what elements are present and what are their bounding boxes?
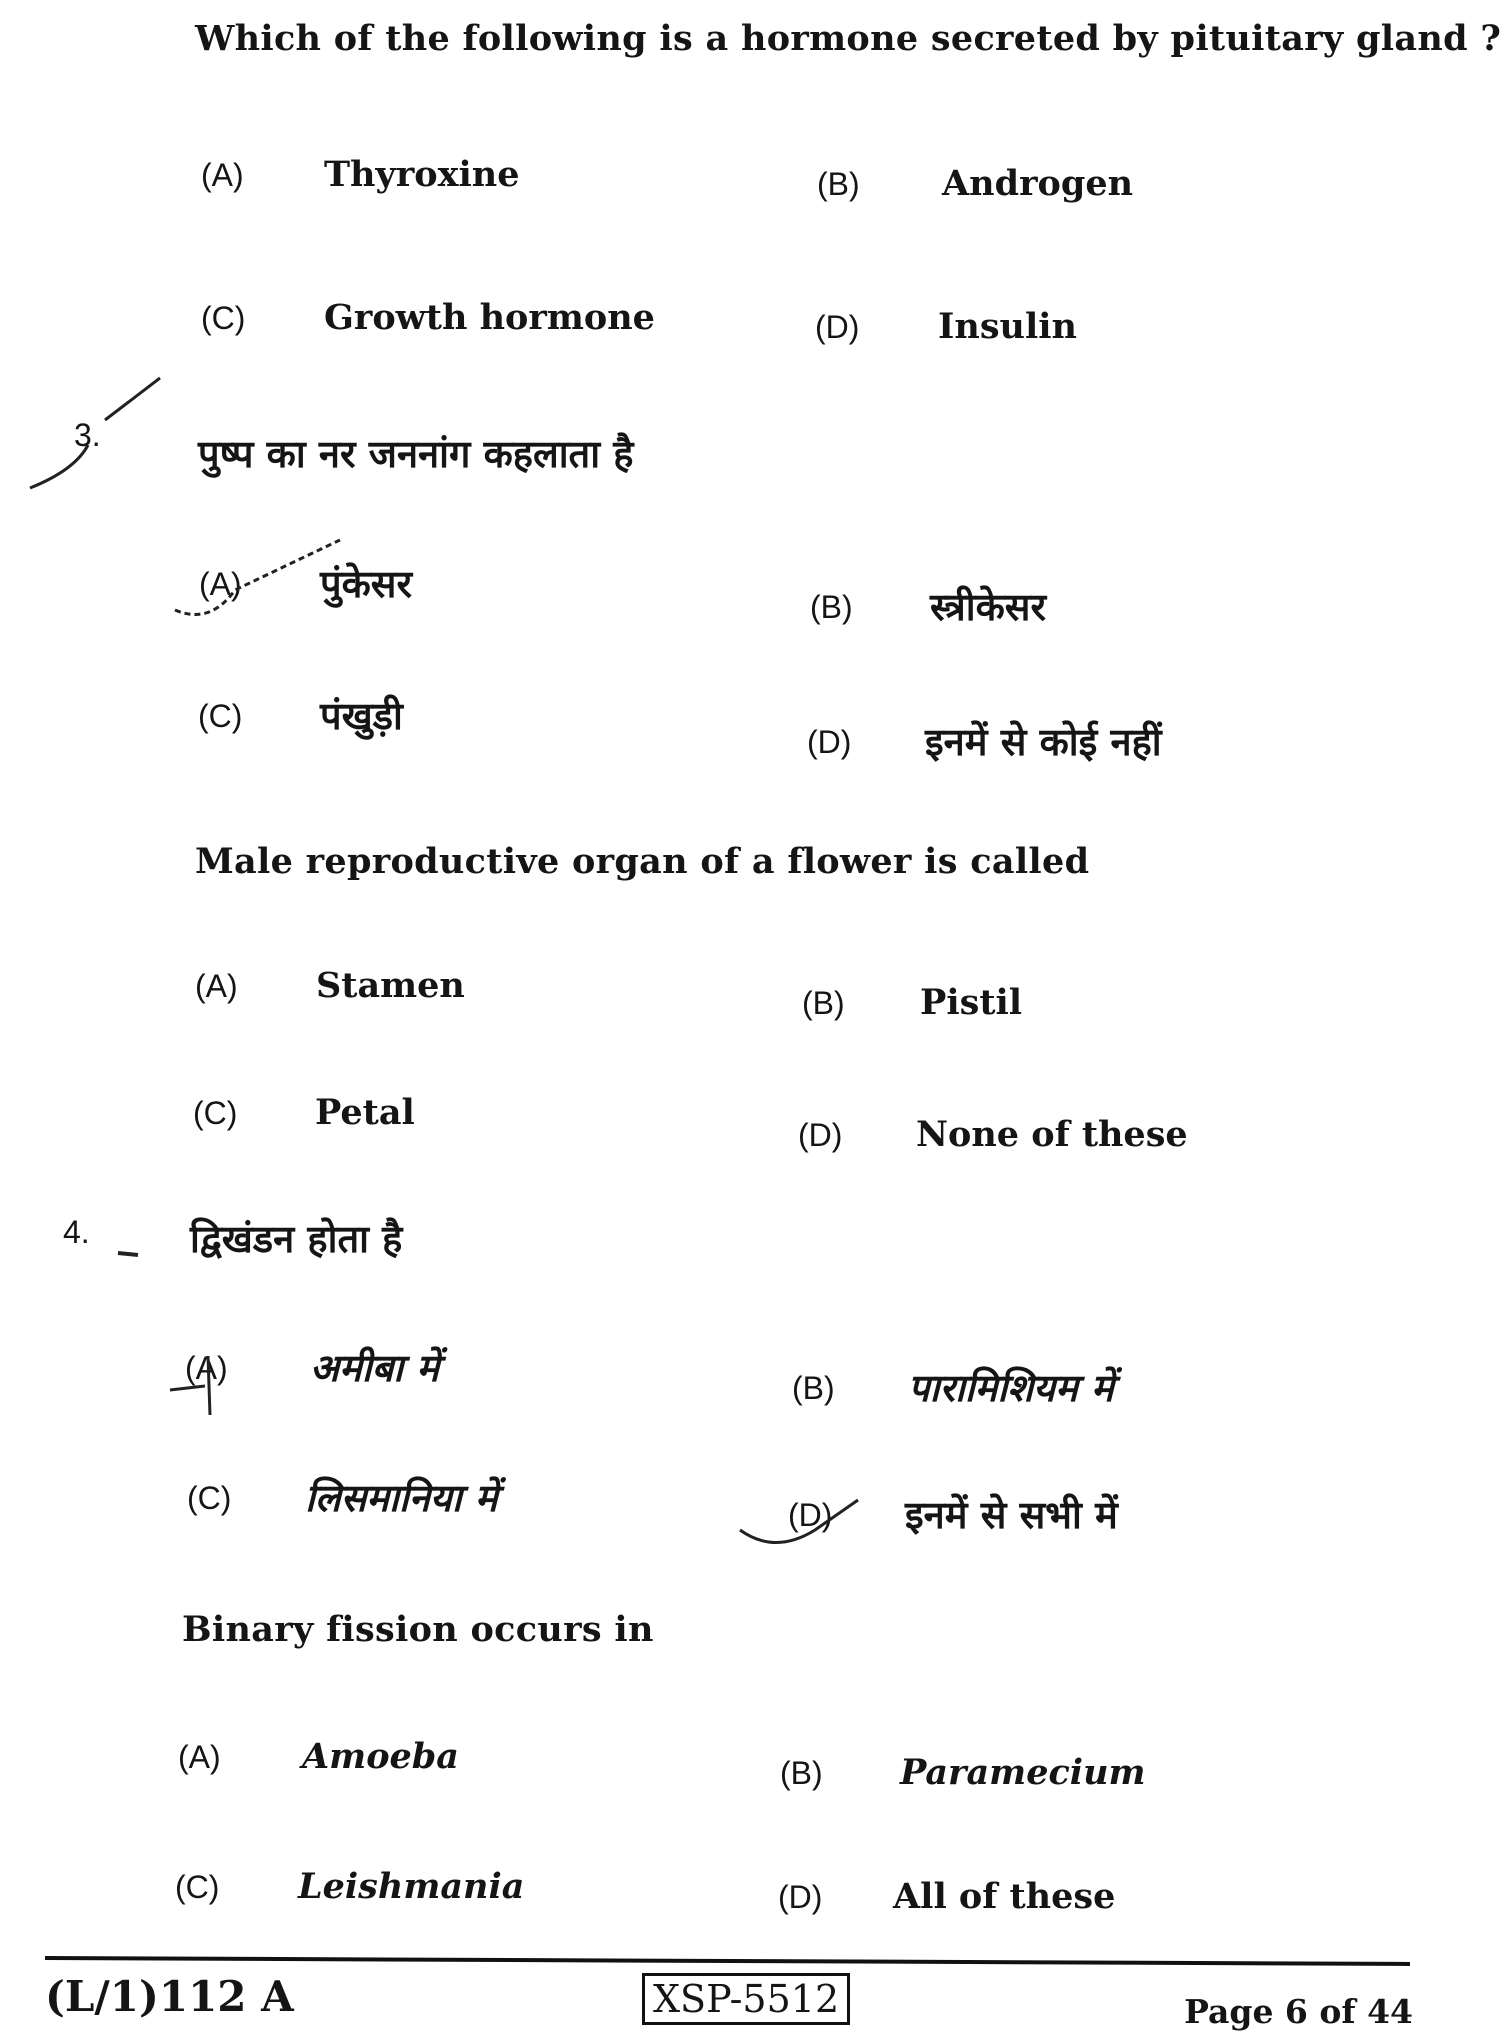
question-text: द्विखंडन होता है <box>190 1217 403 1261</box>
question-text: Binary fission occurs in <box>182 1609 654 1650</box>
question-number: 4. <box>63 1214 90 1250</box>
option-text: Paramecium <box>900 1752 1146 1793</box>
option-text: इनमें से कोई नहीं <box>925 720 1162 764</box>
option-label: (A) <box>199 566 242 602</box>
option-label: (A) <box>195 968 238 1004</box>
option-label: (D) <box>798 1117 843 1153</box>
option-label: (A) <box>201 157 244 193</box>
option-text: लिसमानिया में <box>305 1476 498 1520</box>
option-text: अमीबा में <box>310 1346 440 1390</box>
dash-mark <box>118 1253 138 1255</box>
option-label: (D) <box>788 1497 833 1533</box>
option-text: Growth hormone <box>324 297 655 338</box>
option-text: इनमें से सभी में <box>905 1493 1118 1537</box>
paper-code: (L/1)112 A <box>45 1972 294 2021</box>
option-label: (A) <box>178 1739 221 1775</box>
option-label: (D) <box>778 1879 823 1915</box>
option-text: पुंकेसर <box>320 562 412 606</box>
option-text: Androgen <box>942 163 1134 204</box>
option-text: Insulin <box>938 306 1078 347</box>
option-text: पारामिशियम में <box>908 1366 1114 1410</box>
option-label: (D) <box>807 724 852 760</box>
option-text: None of these <box>916 1114 1188 1155</box>
option-label: (B) <box>792 1370 835 1406</box>
option-label: (B) <box>780 1755 823 1791</box>
option-label: (D) <box>815 309 860 345</box>
option-text: Amoeba <box>302 1736 459 1777</box>
option-text: Pistil <box>920 982 1023 1023</box>
question-number: 3. <box>74 417 101 453</box>
option-text: स्त्रीकेसर <box>930 585 1047 629</box>
option-label: (B) <box>810 589 853 625</box>
option-label: (A) <box>185 1350 228 1386</box>
option-label: (C) <box>175 1869 220 1905</box>
option-text: Thyroxine <box>324 154 520 195</box>
question-text: Male reproductive organ of a flower is called <box>195 841 1090 882</box>
option-text: Petal <box>315 1092 415 1133</box>
option-text: All of these <box>893 1876 1116 1917</box>
option-label: (B) <box>817 166 860 202</box>
question-text: Which of the following is a hormone secreted by pituitary gland ? <box>195 18 1502 59</box>
question-text: पुष्प का नर जननांग कहलाता है <box>198 432 634 476</box>
series-code-box: XSP-5512 <box>642 1973 850 2025</box>
option-label: (C) <box>201 300 246 336</box>
option-label: (B) <box>802 985 845 1021</box>
page-number: Page 6 of 44 <box>1184 1992 1413 2031</box>
option-text: पंखुड़ी <box>320 694 403 738</box>
option-label: (C) <box>193 1095 238 1131</box>
option-label: (C) <box>198 698 243 734</box>
option-label: (C) <box>187 1480 232 1516</box>
option-text: Stamen <box>316 965 465 1006</box>
footer-rule <box>45 1956 1410 1966</box>
option-text: Leishmania <box>298 1866 525 1907</box>
